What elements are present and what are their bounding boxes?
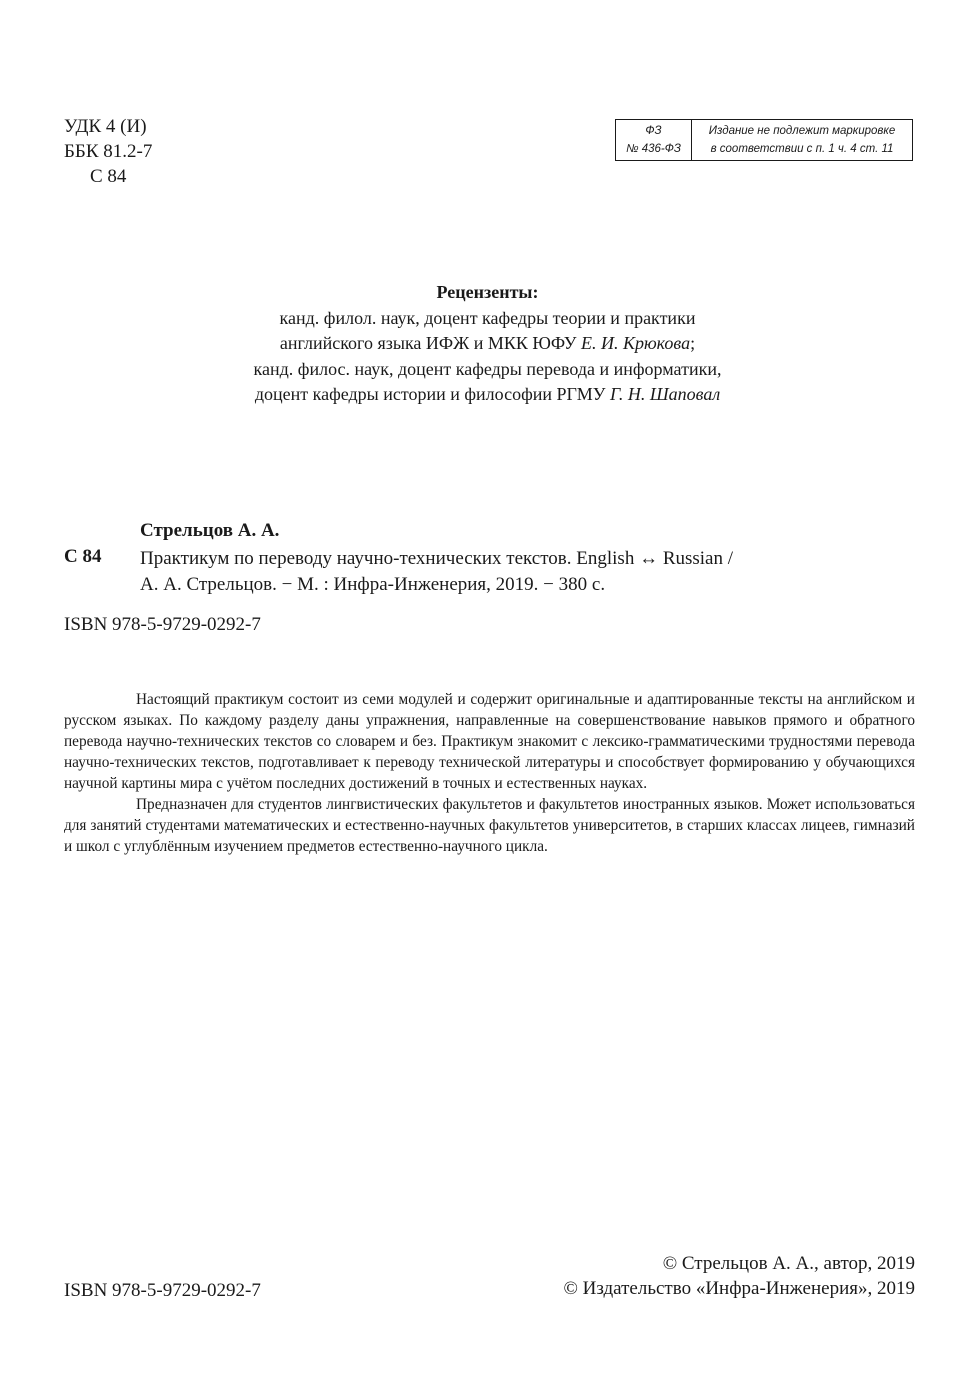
reviewer2-affiliation: доцент кафедры истории и философии РГМУ (254, 384, 610, 404)
reviewer1-end: ; (690, 333, 696, 353)
reviewer1-name: Е. И. Крюкова (581, 333, 691, 353)
bibliography-line2: А. А. Стрельцов. − М. : Инфра-Инженерия, 2019. − 380 с. (140, 574, 606, 595)
bibliography-line1: Практикум по переводу научно-технических текстов. English ↔ Russian / (140, 548, 734, 569)
bibliography-cipher: С 84 (64, 546, 102, 567)
annotation-paragraph-2: Предназначен для студентов лингвистических факультетов и факультетов иностранных языков. Может использоваться для занятий студентами математических и естественно-научных факультетов университетов, в старших классах лицеев, гимназий и школ с углублённым изучением предметов естественно-научного цикла. (64, 796, 915, 855)
reviewer2-line2 (0, 382, 975, 408)
fz-notice-box (615, 119, 913, 161)
bibliography-description (140, 546, 920, 598)
footer-isbn: ISBN 978-5-9729-0292-7 (64, 1280, 261, 1301)
reviewer1-line1: канд. филол. наук, доцент кафедры теории и практики (279, 307, 696, 328)
fz-law-cell (616, 120, 692, 160)
copyright-author: © Стрельцов А. А., автор, 2019 (662, 1253, 915, 1274)
copyright-publisher: © Издательство «Инфра-Инженерия», 2019 (563, 1278, 915, 1299)
bibliography-author: Стрельцов А. А. (140, 520, 280, 541)
classification-block (64, 114, 152, 189)
fz-text-line2: в соответствии с п. 1 ч. 4 ст. 11 (710, 143, 894, 155)
bbk-code: ББК 81.2-7 (64, 141, 153, 162)
copyright-block (563, 1251, 915, 1301)
author-sign: С 84 (90, 166, 127, 187)
annotation-block (64, 689, 915, 857)
fz-text-cell (692, 120, 912, 160)
reviewers-heading: Рецензенты: (436, 282, 539, 302)
fz-text-line1: Издание не подлежит маркировке (708, 125, 896, 137)
udk-code: УДК 4 (И) (64, 116, 147, 137)
annotation-paragraph-1: Настоящий практикум состоит из семи модулей и содержит оригинальные и адаптированные тексты на английском и русском языках. По каждому разделу даны упражнения, направленные на совершенствование навыков прямого и обратного перевода научно-технических текстов со словарем и без. Практикум знакомит с лексико-грамматическими трудностями перевода научно-технических текстов, подготавливает к переводу технической литературы и способствует формированию у обучающихся научной картины мира с учётом последних достижений в точных и естественных науках. (64, 691, 915, 792)
reviewer2-line1: канд. филос. наук, доцент кафедры перевода и информатики, (253, 358, 722, 379)
fz-law-number: № 436-ФЗ (626, 143, 681, 155)
reviewer2-name: Г. Н. Шаповал (609, 384, 721, 404)
reviewers-block (0, 280, 975, 408)
fz-law-label: ФЗ (645, 125, 662, 137)
reviewer1-affiliation: английского языка ИФЖ и МКК ЮФУ (279, 333, 582, 353)
reviewer1-line2 (0, 331, 975, 357)
bibliography-isbn: ISBN 978-5-9729-0292-7 (64, 614, 261, 635)
